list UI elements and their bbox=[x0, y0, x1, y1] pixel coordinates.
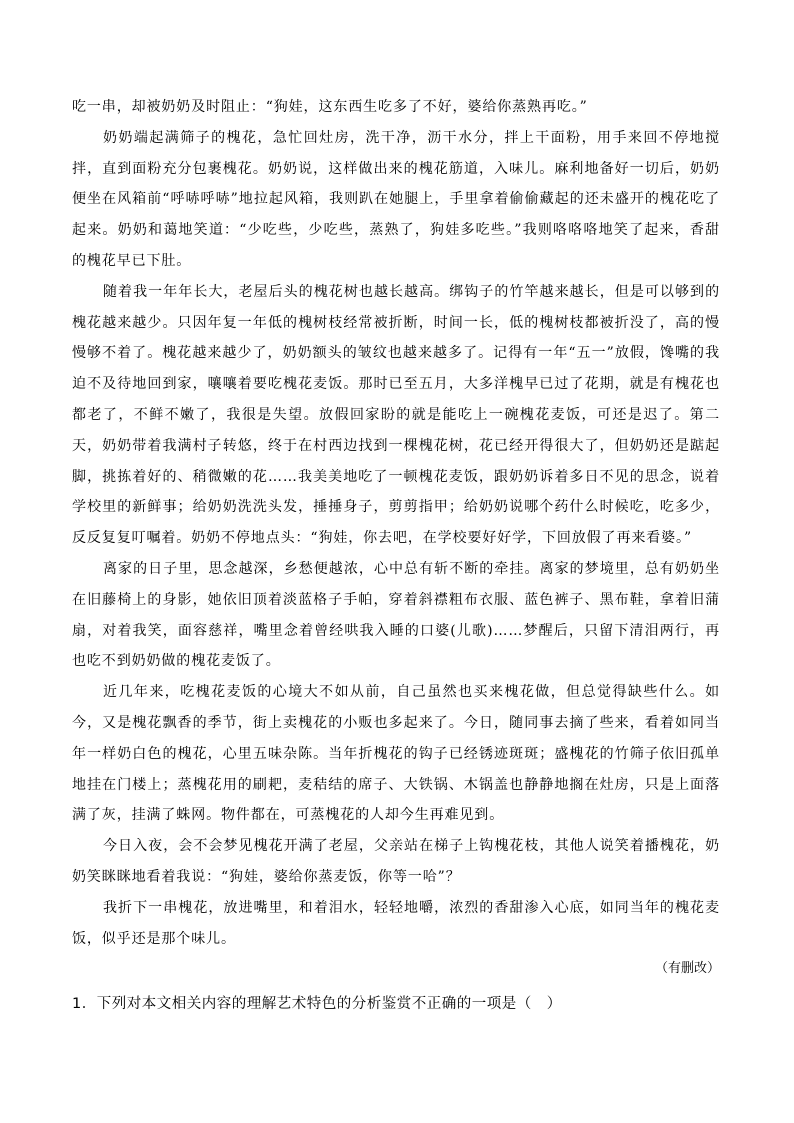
paragraph: 随着我一年年长大，老屋后头的槐花树也越长越高。绑钩子的竹竿越来越长，但是可以够到的槐花越来越少。只因年复一年低的槐树枝经常被折断，时间一长，低的槐树枝都被折没了，高的慢慢够不着了。槐花越来越少了，奶奶额头的皱纹也越来越多了。记得有一年“五一”放假，馋嘴的我迫不及待地回到家，嚷嚷着要吃槐花麦饭。那时已至五月，大多洋槐早已过了花期，就是有槐花也都老了，不鲜不嫩了，我很是失望。放假回家盼的就是能吃上一碗槐花麦饭，可还是迟了。第二天，奶奶带着我满村子转悠，终于在村西边找到一棵槐花树，花已经开得很大了，但奶奶还是踮起脚，挑拣着好的、稍微嫩的花……我美美地吃了一顿槐花麦饭，跟奶奶诉着多日不见的思念，说着学校里的新鲜事；给奶奶洗洗头发，捶捶身子，剪剪指甲；给奶奶说哪个药什么时候吃，吃多少，反反复复叮嘱着。奶奶不停地点头：“狗娃，你去吧，在学校要好好学，下回放假了再来看婆。” bbox=[72, 283, 720, 547]
paragraph: 近几年来，吃槐花麦饭的心境大不如从前，自己虽然也买来槐花做，但总觉得缺些什么。如今，又是槐花飘香的季节，街上卖槐花的小贩也多起来了。今日，随同事去摘了些来，看着如同当年一样奶白色的槐花，心里五味杂陈。当年折槐花的钩子已经锈迹斑斑；盛槐花的竹筛子依旧孤单地挂在门楼上；蒸槐花用的刷耙，麦秸结的席子、大铁锅、木锅盖也静静地搁在灶房，只是上面落满了灰，挂满了蛛网。物件都在，可蒸槐花的人却今生再难见到。 bbox=[72, 684, 720, 824]
paragraph: 离家的日子里，思念越深，乡愁便越浓，心中总有斩不断的牵挂。离家的梦境里，总有奶奶坐在旧藤椅上的身影，她依旧顶着淡蓝格子手帕，穿着斜襟粗布衣服、蓝色裤子、黑布鞋，拿着旧蒲扇，对着我笑，面容慈祥，嘴里念着曾经哄我入睡的口婆(儿歌)……梦醒后，只留下清泪两行，再也吃不到奶奶做的槐花麦饭了。 bbox=[72, 560, 720, 670]
paragraph: 奶奶端起满筛子的槐花，急忙回灶房，洗干净，沥干水分，拌上干面粉，用手来回不停地搅拌，直到面粉充分包裹槐花。奶奶说，这样做出来的槐花筋道，入味儿。麻利地备好一切后，奶奶便坐在风箱前“呼哧呼哧”地拉起风箱，我则趴在她腿上，手里拿着偷偷藏起的还未盛开的槐花吃了起来。奶奶和蔼地笑道：“少吃些，少吃些，蒸熟了，狗娃多吃些。”我则咯咯咯地笑了起来，香甜的槐花早已下肚。 bbox=[72, 129, 720, 269]
question-1: 1．下列对本文相关内容的理解艺术特色的分析鉴赏不正确的一项是（ ） bbox=[72, 996, 562, 1013]
document-page bbox=[72, 92, 720, 1019]
article-body bbox=[72, 92, 720, 985]
source-note: （有删改） bbox=[654, 961, 720, 977]
paragraph: 我折下一串槐花，放进嘴里，和着泪水，轻轻地嚼，浓烈的香甜渗入心底，如同当年的槐花麦饭，似乎还是那个味儿。 bbox=[72, 899, 720, 947]
paragraph-continued: 吃一串，却被奶奶及时阻止：“狗娃，这东西生吃多了不好，婆给你蒸熟再吃。” bbox=[72, 99, 588, 115]
paragraph: 今日入夜，会不会梦见槐花开满了老屋，父亲站在梯子上钩槐花枝，其他人说笑着播槐花，奶奶笑眯眯地看着我说：“狗娃，婆给你蒸麦饭，你等一哈”？ bbox=[72, 838, 720, 885]
